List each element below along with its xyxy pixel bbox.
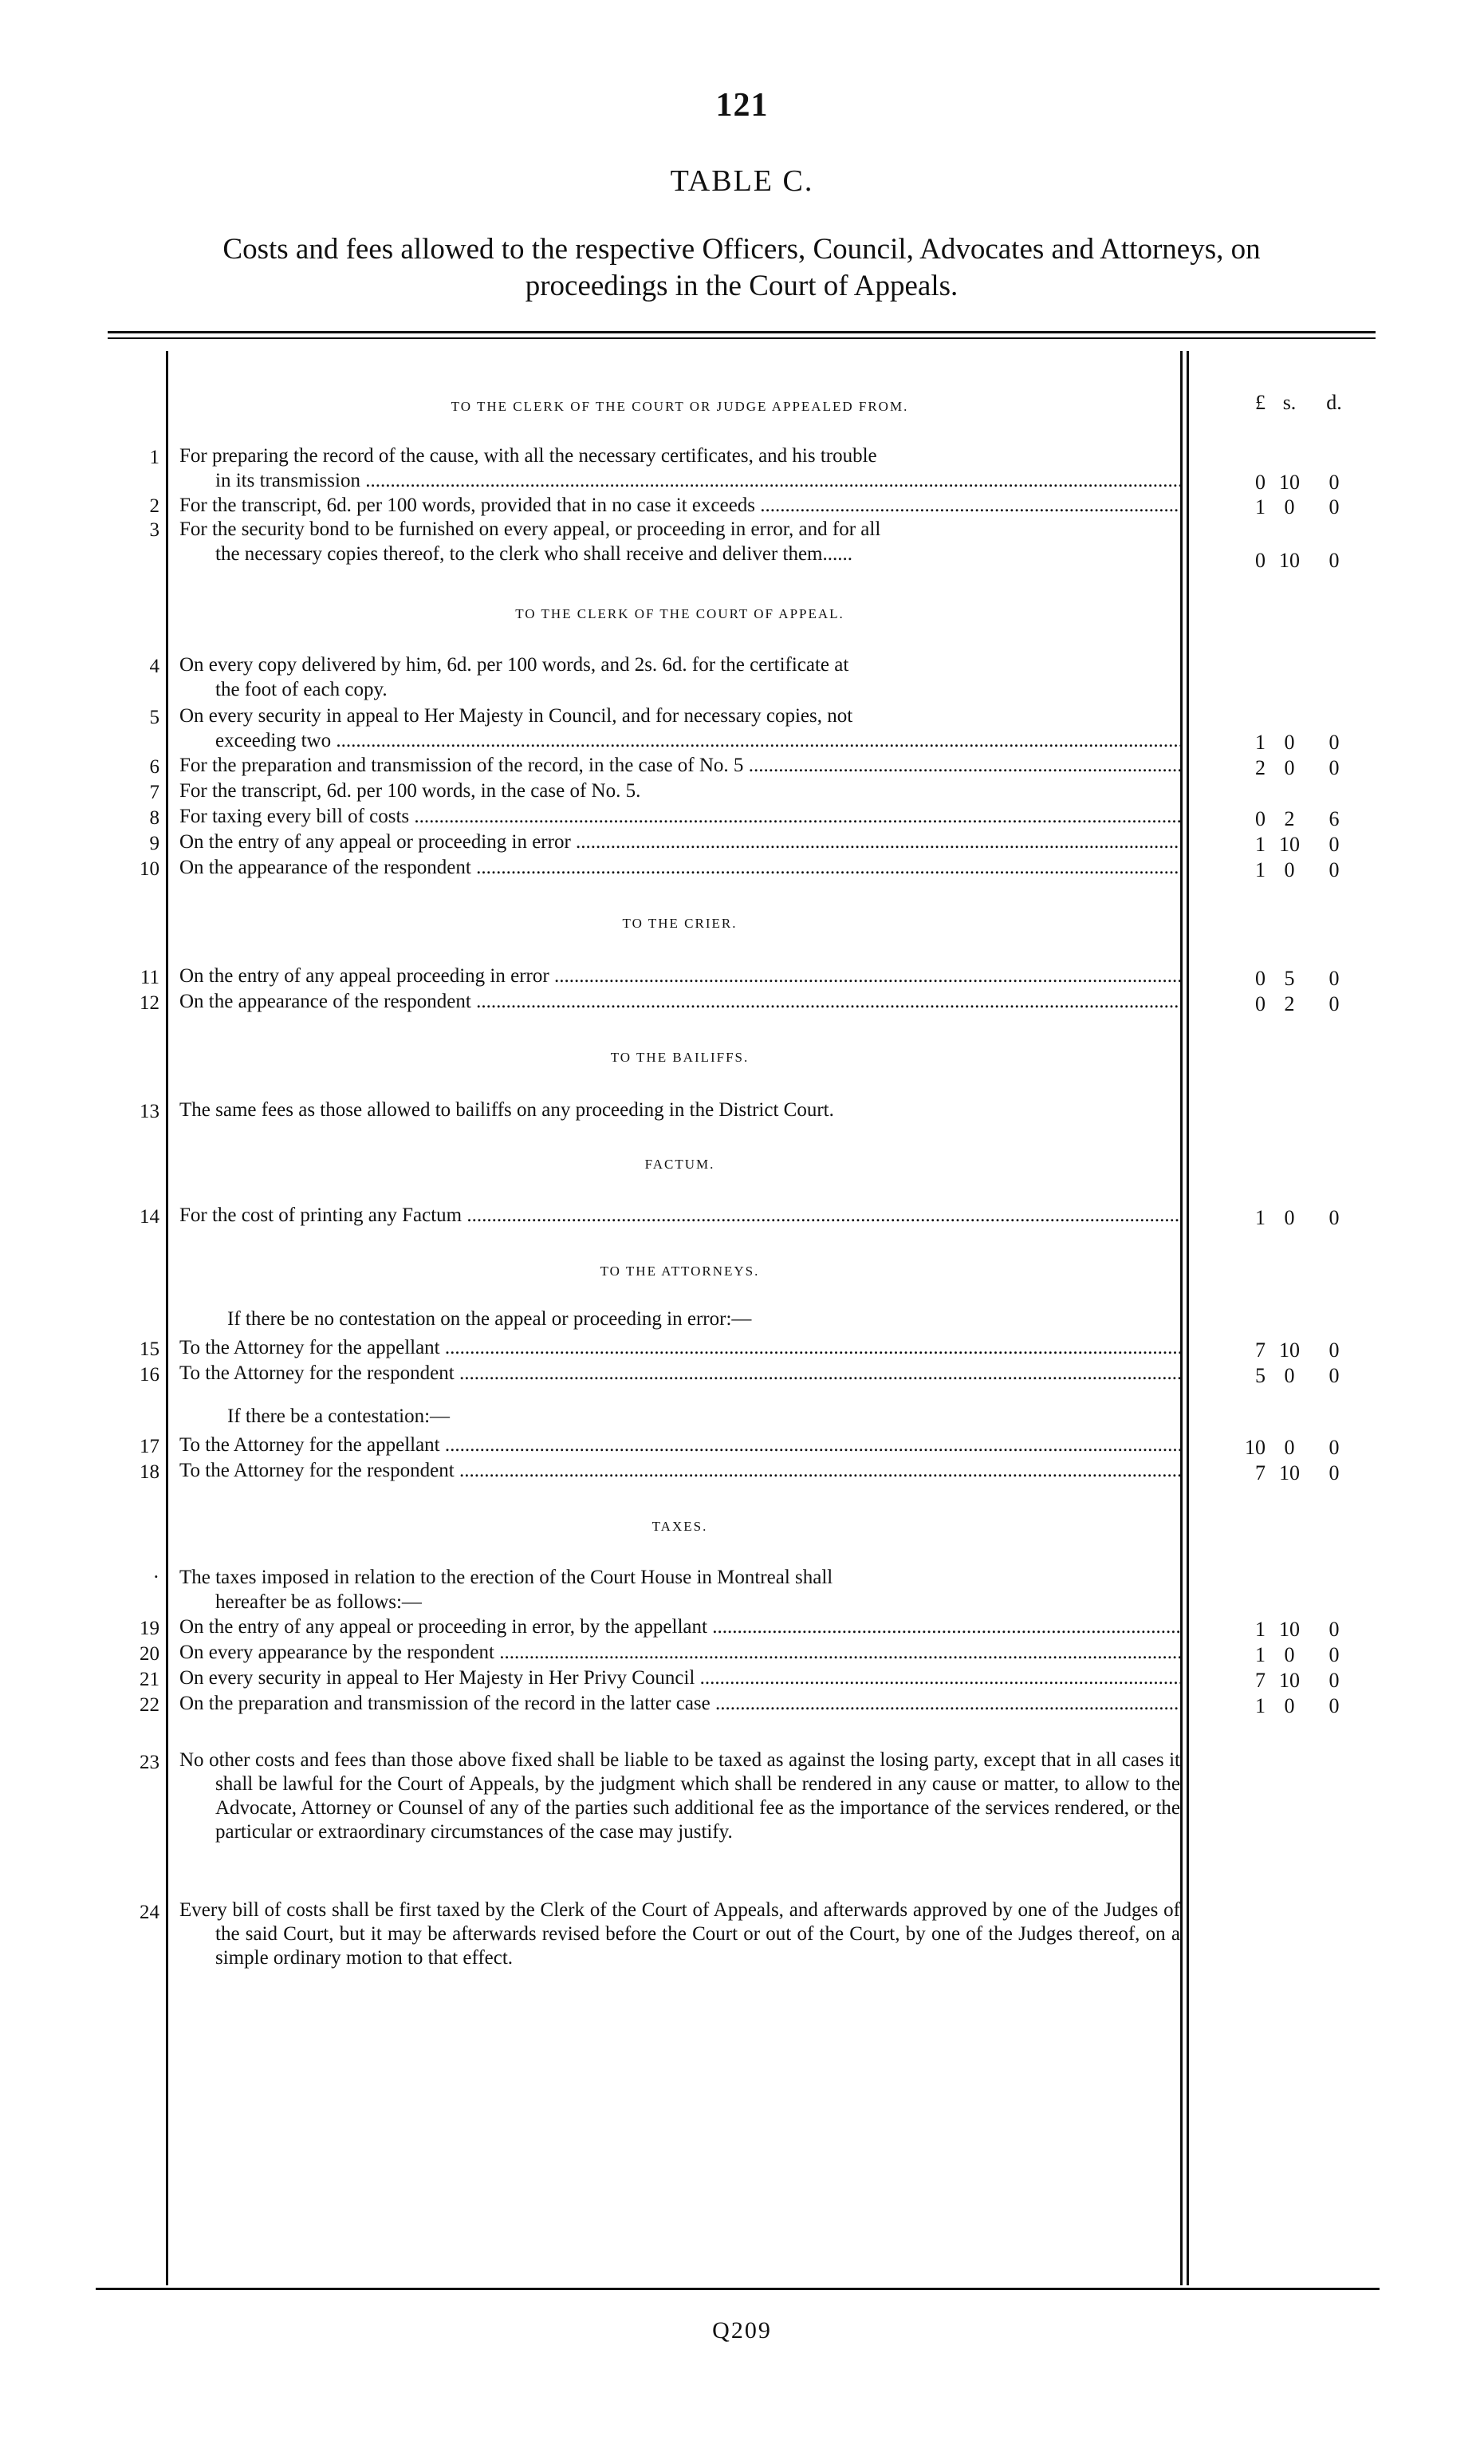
text-column-divider-2 <box>1187 351 1189 2285</box>
item-paragraph: No other costs and fees than those above fixed shall be liable to be taxed as against the losing party, except that in all cases it shall be lawful for the Court of Appeals, by the judgment which shall be rendered in any cause or matter, to allow to the Advocate, Attorney or Counsel of any of the parties such additional fee as the importance of the services rendered, or the particular or extraordinary circumstances of the case may justify. <box>179 1749 1180 1843</box>
item-amount: 0 5 0 <box>1255 967 1340 990</box>
item-text: For the transcript, 6d. per 100 words, provided that in no case it exceeds ..... <box>179 493 1180 518</box>
header-rule-bottom <box>108 337 1376 339</box>
item-text: On every security in appeal to Her Majesty in Her Privy Council ..... <box>179 1666 1180 1690</box>
section-heading: TAXES. <box>651 1519 708 1534</box>
item-text: On every copy delivered by him, 6d. per 100 words, and 2s. 6d. for the certificate at the foot of each copy. <box>179 654 849 700</box>
item-number: 7 <box>149 782 159 803</box>
section-heading: TO THE CLERK OF THE COURT OF APPEAL. <box>515 606 844 621</box>
item-number: 5 <box>149 707 159 728</box>
item-amount: 1 0 0 <box>1255 858 1340 881</box>
item-text: For taxing every bill of costs ..... <box>179 804 1180 829</box>
table-title: TABLE C. <box>670 164 814 198</box>
item-text: The taxes imposed in relation to the erection of the Court House in Montreal shall hereafter be as follows:— <box>179 1567 833 1613</box>
item-text: On every appearance by the respondent ..... <box>179 1640 1180 1665</box>
item-amount: 1 0 0 <box>1255 731 1340 754</box>
item-number: 21 <box>140 1669 159 1690</box>
item-number: 4 <box>149 656 159 677</box>
footer-rule <box>96 2288 1380 2290</box>
item-amount: 10 0 0 <box>1245 1436 1340 1459</box>
condition-text: If there be a contestation:— <box>227 1405 451 1427</box>
item-text: For the transcript, 6d. per 100 words, in the case of No. 5. <box>179 780 641 802</box>
pence-header: d. <box>1326 391 1342 414</box>
item-text: To the Attorney for the appellant ..... <box>179 1433 1180 1457</box>
section-heading: TO THE CRIER. <box>622 916 738 931</box>
pounds-header: £ <box>1255 391 1266 414</box>
shillings-header: s. <box>1282 391 1297 414</box>
subtitle-line-2: proceedings in the Court of Appeals. <box>525 270 958 302</box>
item-amount: 7 10 0 <box>1255 1669 1340 1692</box>
item-text: To the Attorney for the appellant ..... <box>179 1335 1180 1360</box>
item-number: 8 <box>149 807 159 829</box>
item-text: On the entry of any appeal proceeding in error ..... <box>179 964 1180 988</box>
item-number: 20 <box>140 1643 159 1665</box>
item-amount: 5 0 0 <box>1255 1364 1340 1387</box>
item-text: For the cost of printing any Factum ..... <box>179 1203 1180 1228</box>
item-text: On every security in appeal to Her Majesty in Council, and for necessary copies, not exceeding two ..... <box>179 704 1180 753</box>
item-number: 22 <box>140 1694 159 1716</box>
item-number: 15 <box>140 1338 159 1360</box>
item-amount: 1 0 0 <box>1255 1694 1340 1717</box>
table-subtitle <box>96 231 1388 305</box>
section-heading: TO THE CLERK OF THE COURT OR JUDGE APPEALED FROM. <box>451 399 909 414</box>
item-amount: 7 10 0 <box>1255 1461 1340 1484</box>
item-number: 16 <box>140 1364 159 1386</box>
item-text: On the appearance of the respondent ..... <box>179 989 1180 1014</box>
item-number: 19 <box>140 1618 159 1639</box>
item-amount: 0 10 0 <box>1255 471 1340 494</box>
item-number: 24 <box>140 1902 159 1923</box>
item-text: For the preparation and transmission of the record, in the case of No. 5 ..... <box>179 753 1180 778</box>
item-number: 11 <box>140 967 159 988</box>
item-number: 17 <box>140 1436 159 1457</box>
item-number: 12 <box>140 992 159 1014</box>
item-text: For preparing the record of the cause, with all the necessary certificates, and his trouble in its transmission ..... <box>179 444 1180 493</box>
item-amount: 1 0 0 <box>1255 1643 1340 1666</box>
item-text: On the entry of any appeal or proceeding in error, by the appellant ..... <box>179 1614 1180 1639</box>
item-text: On the appearance of the respondent ..... <box>179 855 1180 880</box>
header-rule-top <box>108 331 1376 333</box>
subtitle-line-1: Costs and fees allowed to the respective Officers, Council, Advocates and Attorneys, on <box>222 233 1261 266</box>
item-text: On the preparation and transmission of the record in the latter case ..... <box>179 1691 1180 1716</box>
item-amount: 0 2 6 <box>1255 807 1340 830</box>
item-amount: 1 0 0 <box>1255 1206 1340 1229</box>
item-number: 23 <box>140 1752 159 1773</box>
item-text: On the entry of any appeal or proceeding in error ..... <box>179 830 1180 854</box>
item-paragraph: Every bill of costs shall be first taxed by the Clerk of the Court of Appeals, and afterwards approved by one of the Judges of the said Court, but it may be afterwards revised before the Court or out of the Court, by one of the Judges thereof, on a simple ordinary motion to that effect. <box>179 1899 1180 1969</box>
item-number: 14 <box>140 1206 159 1228</box>
item-amount: 1 0 0 <box>1255 495 1340 518</box>
item-amount: 0 10 0 <box>1255 549 1340 572</box>
item-amount: 0 2 0 <box>1255 992 1340 1015</box>
item-number: 9 <box>149 833 159 854</box>
item-text: For the security bond to be furnished on every appeal, or proceeding in error, and for all the necessary copies thereof, to the clerk who shall receive and deliver them...... <box>179 518 881 565</box>
section-heading: TO THE BAILIFFS. <box>610 1050 750 1065</box>
item-number: 2 <box>149 495 159 517</box>
page-number: 121 <box>715 87 769 124</box>
item-amount: 1 10 0 <box>1255 833 1340 856</box>
item-text: The same fees as those allowed to bailiffs on any proceeding in the District Court. <box>179 1099 834 1121</box>
item-number: · <box>152 1567 159 1588</box>
item-number: 13 <box>140 1101 159 1122</box>
currency-header <box>1224 391 1360 415</box>
section-heading: FACTUM. <box>644 1157 715 1172</box>
section-heading: TO THE ATTORNEYS. <box>600 1264 760 1279</box>
item-number: 18 <box>140 1461 159 1483</box>
item-text: To the Attorney for the respondent ..... <box>179 1361 1180 1386</box>
item-amount: 2 0 0 <box>1255 756 1340 779</box>
item-number: 1 <box>149 447 159 468</box>
item-amount: 1 10 0 <box>1255 1618 1340 1641</box>
printer-signature: Q209 <box>712 2317 772 2344</box>
item-amount: 7 10 0 <box>1255 1338 1340 1362</box>
item-number: 3 <box>149 519 159 541</box>
number-column-divider <box>166 351 168 2285</box>
item-text: To the Attorney for the respondent ..... <box>179 1458 1180 1483</box>
condition-text: If there be no contestation on the appeal or proceeding in error:— <box>227 1308 752 1330</box>
item-number: 10 <box>140 858 159 880</box>
item-number: 6 <box>149 756 159 778</box>
